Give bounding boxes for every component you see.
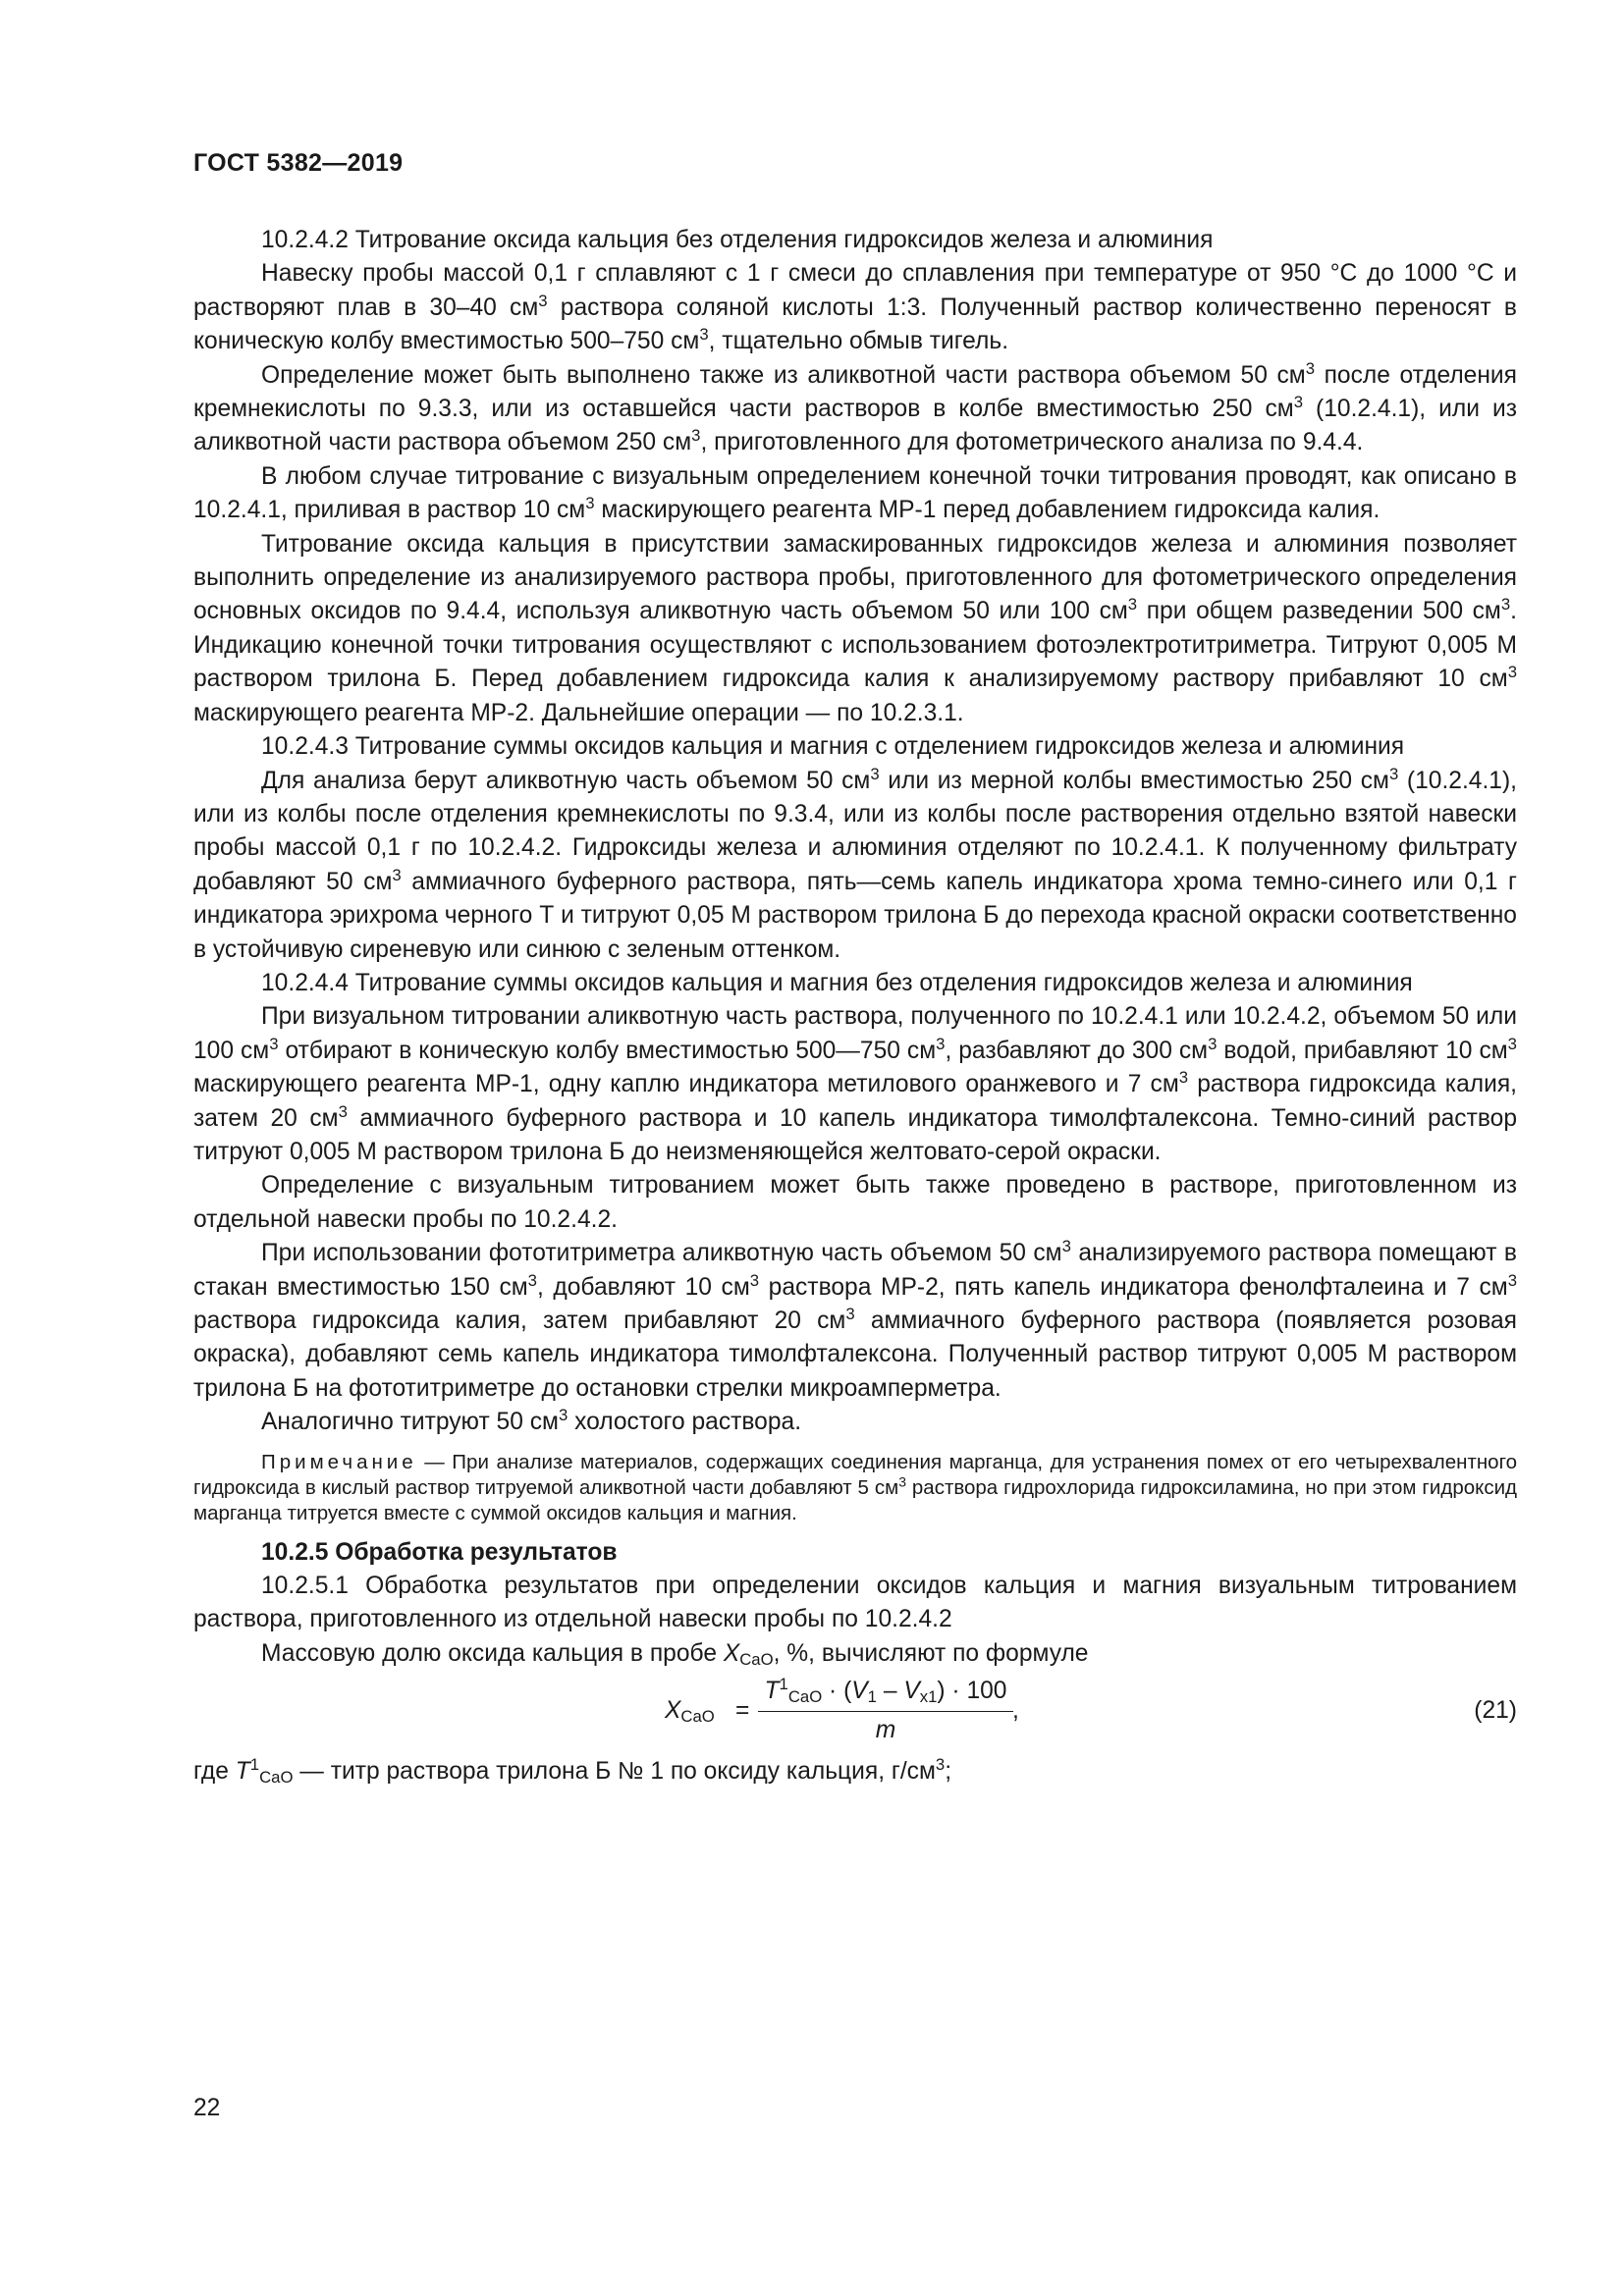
paragraph: Массовую долю оксида кальция в пробе $X_{CaO}$, %, вычисляют по формуле <box>261 1639 1089 1670</box>
document-header: ГОСТ 5382—2019 <box>193 149 404 177</box>
paragraph: При использовании фототитриметра аликвотную часть объемом 50 $см^3$ анализируемого раствора помещают в стакан вместимостью 150 $см^3$, добавляют 10 $см^3$ раствора МР-2, пять капель индикатора фенолфталеина и 7 $см^3$ раствора гидроксида калия, затем прибавляют 20 $см^3$ аммиачного буферного раствора (появляется розовая окраска), добавляют семь капель индикатора тимолфталексона. Полученный раствор титруют 0,005 М раствором трилона Б на фототитриметре до остановки стрелки микроамперметра. <box>193 1237 1517 1402</box>
paragraph: Навеску пробы массой 0,1 г сплавляют с 1 г смеси до сплавления при температуре от 950 °С до 1000 °С и растворяют плав в 30–40 $см^3$ раствора соляной кислоты 1:3. Полученный раствор количественно переносят в коническую колбу вместимостью 500–750 $см^3$, тщательно обмыв тигель. <box>193 260 1517 355</box>
formula-fraction <box>758 1675 1013 1747</box>
paragraph: В любом случае титрование с визуальным определением конечной точки титрования проводят, как описано в 10.2.4.1, приливая в раствор 10 $см^3$ маскирующего реагента МР-1 перед добавлением гидроксида калия. <box>193 462 1517 524</box>
section-heading: 10.2.5 Обработка результатов <box>261 1538 618 1566</box>
formula-equals: = <box>735 1697 750 1725</box>
note: Примечание — При анализе материалов, содержащих соединения марганца, для устранения помех от его четырехвалентного гидроксида в кислый раствор титруемой аликвотной части добавляют 5 $см^3$ раствора гидрохлорида гидроксиламина, но при этом гидроксид марганца титруется вместе с суммой оксидов кальция и магния. <box>193 1450 1517 1524</box>
formula-21 <box>193 1671 1517 1755</box>
document-body <box>193 224 1517 1789</box>
where-clause: где $T^1_{CaO}$ — титр раствора трилона Б № 1 по оксиду кальция, $г/см^3$; <box>193 1755 952 1788</box>
paragraph: Определение может быть выполнено также из аликвотной части раствора объемом 50 $см^3$ после отделения кремнекислоты по 9.3.3, или из оставшейся части растворов в колбе вместимостью 250 $см^3$ (10.2.4.1), или из аликвотной части раствора объемом 250 $см^3$, приготовленного для фотометрического анализа по 9.4.4. <box>193 358 1517 456</box>
paragraph: При визуальном титровании аликвотную часть раствора, полученного по 10.2.4.1 или 10.2.4.2, объемом 50 или 100 $см^3$ отбирают в коническую колбу вместимостью 500—750 $см^3$, разбавляют до 300 $см^3$ водой, прибавляют 10 $см^3$ маскирующего реагента МР-1, одну каплю индикатора метилового оранжевого и 7 $см^3$ раствора гидроксида калия, затем 20 $см^3$ аммиачного буферного раствора и 10 капель индикатора тимолфталексона. Темно-синий раствор титруют 0,005 М раствором трилона Б до неизменяющейся желтовато-серой окраски. <box>193 1003 1518 1165</box>
note-label: Примечание <box>261 1450 417 1473</box>
formula-denominator: m <box>875 1716 896 1743</box>
formula-lhs: $X_{CaO}$ <box>665 1697 715 1727</box>
page-number: 22 <box>193 2095 221 2121</box>
paragraph: Титрование оксида кальция в присутствии замаскированных гидроксидов железа и алюминия позволяет выполнить определение из анализируемого раствора пробы, приготовленного для фотометрического определения основных оксидов по 9.4.4, используя аликвотную часть объемом 50 или 100 $см^3$ при общем разведении 500 $см^3$. Индикацию конечной точки титрования осуществляют с использованием фотоэлектротитриметра. Титруют 0,005 М раствором трилона Б. Перед добавлением гидроксида калия к анализируемому раствору прибавляют 10 $см^3$ маскирующего реагента МР-2. Дальнейшие операции — по 10.2.3.1. <box>193 530 1517 726</box>
paragraph: Определение с визуальным титрованием может быть также проведено в растворе, приготовленном из отдельной навески пробы по 10.2.4.2. <box>193 1172 1517 1233</box>
paragraph-10-2-4-4-title: 10.2.4.4 Титрование суммы оксидов кальция и магния без отделения гидроксидов железа и алюминия <box>261 969 1413 996</box>
paragraph: Аналогично титруют 50 $см^3$ холостого раствора. <box>261 1406 802 1436</box>
formula-numerator: $T^1_{CaO} \cdot (V_1 - V_{x1}) \cdot 100$ <box>758 1675 1013 1711</box>
paragraph: Для анализа берут аликвотную часть объемом 50 $см^3$ или из мерной колбы вместимостью 250 $см^3$ (10.2.4.1), или из колбы после отделения кремнекислоты по 9.3.4, или из колбы после растворения отдельно взятой навески пробы массой 0,1 г по 10.2.4.2. Гидроксиды железа и алюминия отделяют по 10.2.4.1. К полученному фильтрату добавляют 50 $см^3$ аммиачного буферного раствора, пять—семь капель индикатора хрома темно-синего или 0,1 г индикатора эрихрома черного Т и титруют 0,05 М раствором трилона Б до перехода красной окраски соответственно в устойчивую сиреневую или синюю с зеленым оттенком. <box>193 764 1518 963</box>
paragraph-10-2-4-3-title: 10.2.4.3 Титрование суммы оксидов кальция и магния с отделением гидроксидов железа и алюминия <box>261 733 1405 761</box>
paragraph-10-2-5-1-title: 10.2.5.1 Обработка результатов при определении оксидов кальция и магния визуальным титрованием раствора, приготовленного из отдельной навески пробы по 10.2.4.2 <box>193 1573 1517 1633</box>
formula-number: (21) <box>1474 1697 1517 1725</box>
paragraph-10-2-4-2-title: 10.2.4.2 Титрование оксида кальция без отделения гидроксидов железа и алюминия <box>261 227 1214 253</box>
formula-comma: , <box>1012 1697 1019 1725</box>
